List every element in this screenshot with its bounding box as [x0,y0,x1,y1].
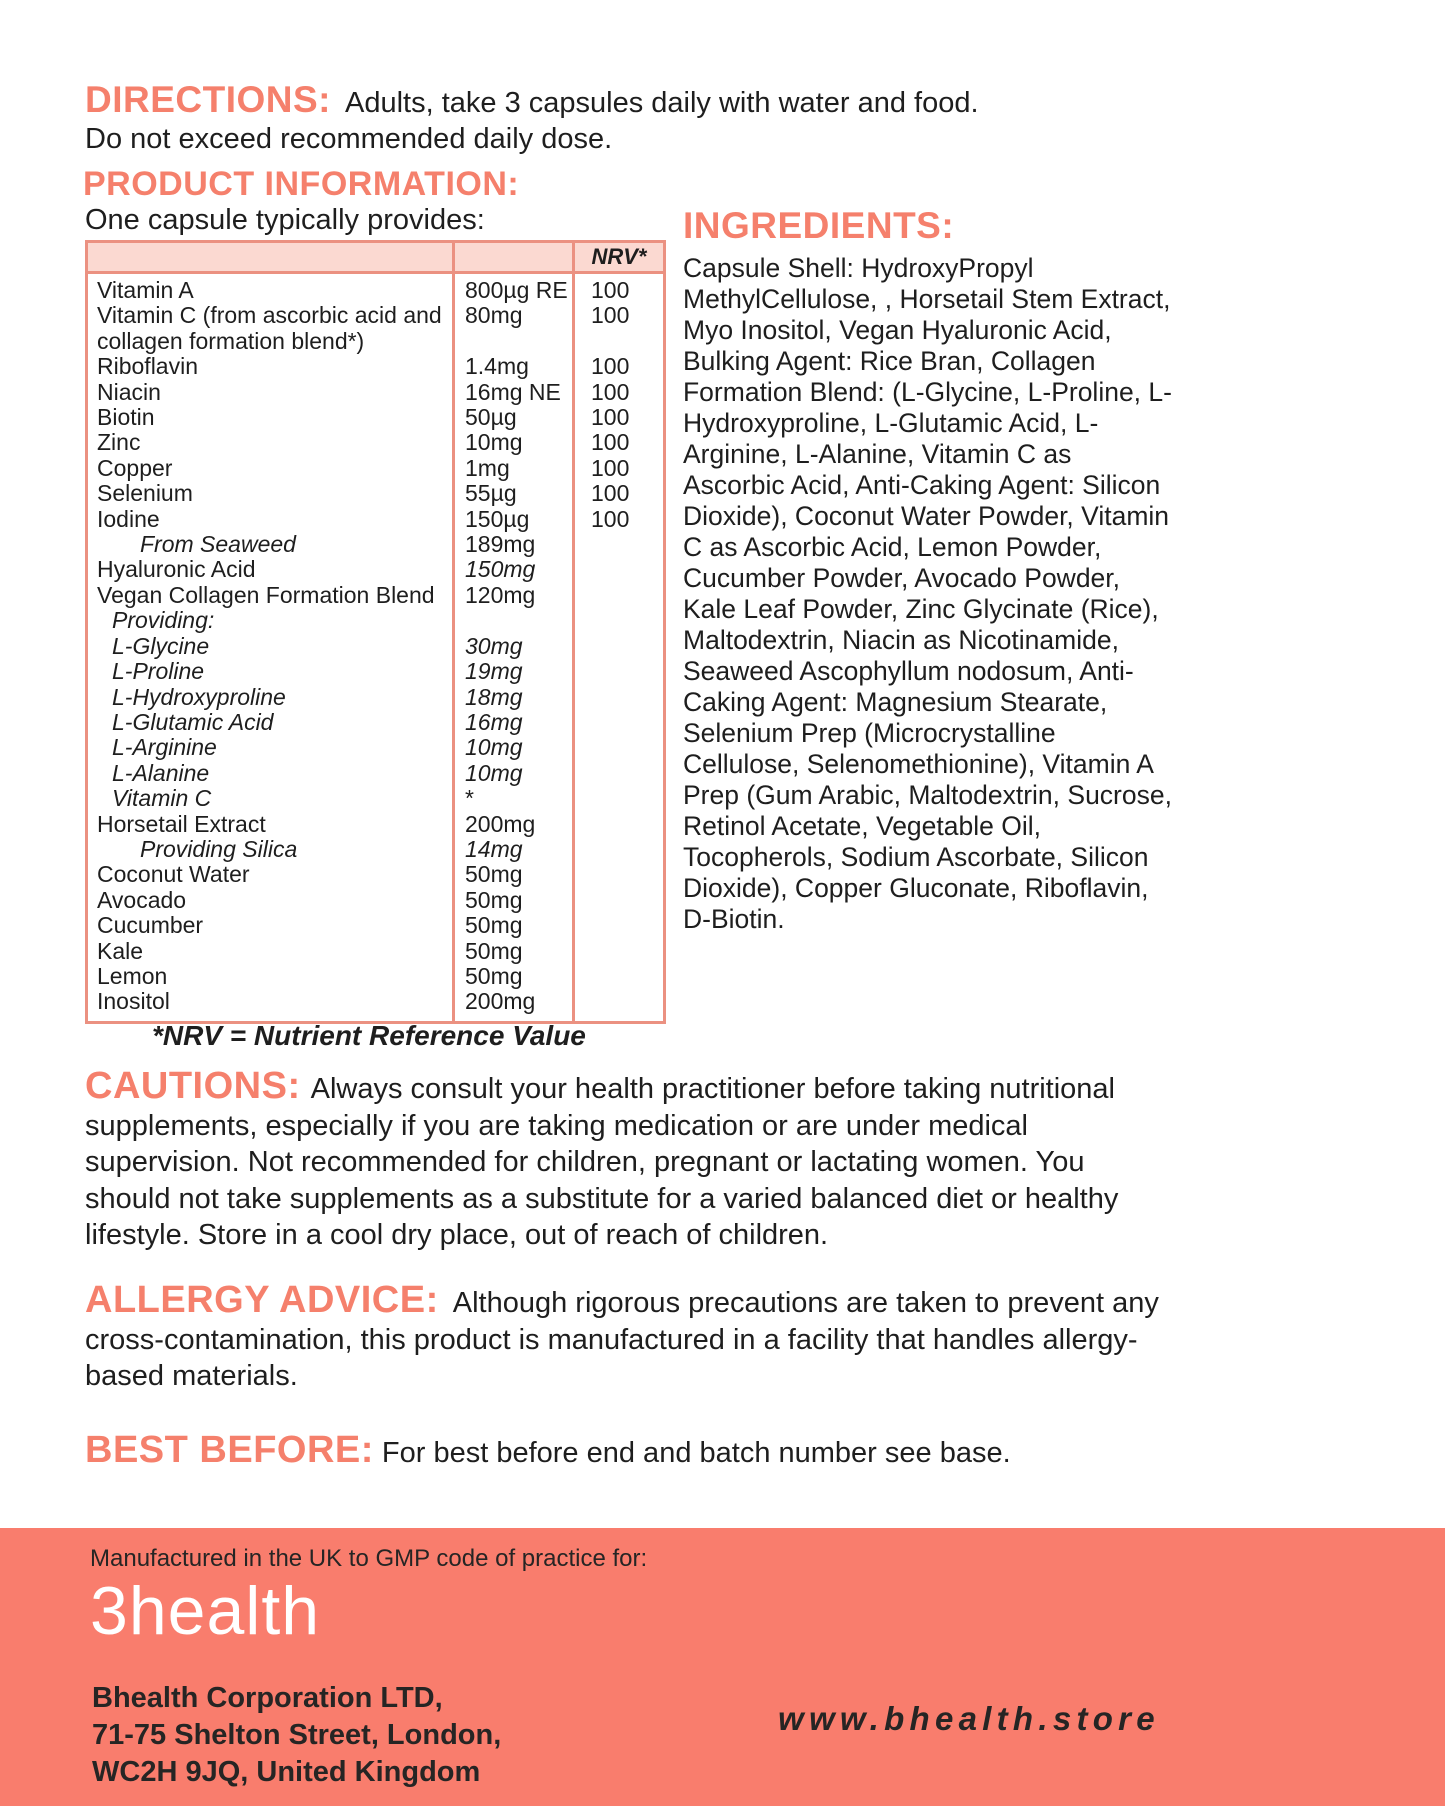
nutrient-name: Vegan Collagen Formation Blend [97,581,435,608]
nutrient-amount: 16mg NE [454,380,574,405]
nutrient-amount: 10mg [454,430,574,455]
nutrition-table-row [87,913,665,938]
address-line: 71-75 Shelton Street, London, [92,1719,502,1751]
nutrient-amount: 50mg [454,913,574,938]
nutrition-table-row [87,786,665,811]
nutrient-nrv [574,888,665,913]
nutrition-table-row [87,939,665,964]
nutrient-amount: 200mg [454,812,574,837]
allergy-text: Although rigorous precautions are taken to prevent any cross-contamination, this product is manufactured in a facility that handles allergy-based materials. [85,1287,1159,1392]
nutrient-amount: 19mg [454,659,574,684]
nutrition-table-row [87,989,665,1022]
footer-band [0,1528,1445,1806]
nutrient-nrv: 100 [574,456,665,481]
nutrition-table-body [87,273,665,1023]
product-information-heading: PRODUCT INFORMATION: [83,165,520,203]
nutrient-nrv: 100 [574,507,665,532]
nutrient-nrv [574,735,665,760]
nutrition-table-row [87,380,665,405]
nutrient-name: Kale [97,937,144,964]
nutrient-name: Copper [97,454,173,481]
nutrient-name: L-Proline [112,658,205,685]
nutrient-amount: 800µg RE [454,273,574,304]
nutrition-table-row [87,888,665,913]
nutrient-nrv: 100 [574,405,665,430]
nutrition-table-row [87,532,665,557]
nutrient-amount: 14mg [454,837,574,862]
best-before-text: For best before end and batch number see base. [381,1437,1011,1469]
cautions-text: Always consult your health practitioner before taking nutritional supplements, especially if you are taking medication or are under medical supervision. Not recommended for children, pregnant or lactating women. You should not take supplements as a substitute for a varied balanced diet or healthy lifestyle. Store in a cool dry place, out of reach of children. [85,1073,1119,1251]
nutrient-amount: 1mg [454,456,574,481]
nutrition-table-row [87,273,665,304]
nrv-footnote: *NRV = Nutrient Reference Value [152,1020,586,1051]
nutrient-amount: 50mg [454,862,574,887]
nutrient-name: Coconut Water [97,861,250,888]
nutrient-name: L-Glycine [112,632,210,659]
nutrient-nrv [574,913,665,938]
nutrient-amount: 55µg [454,481,574,506]
nutrient-name: Selenium [97,480,193,507]
address-line: WC2H 9JQ, United Kingdom [92,1756,481,1788]
nutrient-amount: 189mg [454,532,574,557]
nutrition-table-row [87,405,665,430]
nutrition-table [85,240,666,1024]
nutrient-nrv [574,710,665,735]
nutrient-name: Providing: [112,607,215,634]
ingredients-section [683,205,1175,935]
nutrient-name: Horsetail Extract [97,810,266,837]
nutrient-amount: 120mg [454,583,574,608]
nutrient-name: Iodine [97,505,160,532]
nutrient-amount: 200mg [454,989,574,1022]
ingredients-heading: INGREDIENTS: [683,205,955,246]
company-address [92,1680,501,1791]
nutrition-table-row [87,634,665,659]
nutrient-name: Cucumber [97,912,204,939]
nutrient-nrv: 100 [574,380,665,405]
nutrient-nrv [574,939,665,964]
nutrition-table-row [87,303,665,354]
nutrient-amount: 16mg [454,710,574,735]
nutrition-table-row [87,862,665,887]
nutrient-nrv [574,812,665,837]
nutrient-amount [454,608,574,633]
nutrient-column-header [87,242,454,273]
nutrient-name: Hyaluronic Acid [97,556,256,583]
website-url: www.bhealth.store [778,1700,1160,1737]
nutrient-nrv: 100 [574,273,665,304]
nutrition-table-row [87,507,665,532]
nrv-column-header: NRV* [574,242,665,273]
nutrition-table-row [87,430,665,455]
nutrient-name: L-Hydroxyproline [112,683,286,710]
nutrient-amount: 50mg [454,964,574,989]
manufactured-text: Manufactured in the UK to GMP code of practice for: [90,1545,648,1572]
nutrient-amount: * [454,786,574,811]
nutrient-name: Inositol [97,988,170,1015]
allergy-section [85,1279,1175,1395]
directions-text-1: Adults, take 3 capsules daily with water and food. [345,87,979,119]
best-before-heading: BEST BEFORE: [85,1429,374,1471]
nutrient-nrv: 100 [574,354,665,379]
nutrition-table-row [87,557,665,582]
nutrient-nrv [574,532,665,557]
nutrient-name: L-Arginine [112,734,217,761]
nutrient-nrv [574,964,665,989]
nutrition-table-row [87,608,665,633]
nutrition-table-row [87,761,665,786]
nutrient-amount: 80mg [454,303,574,354]
nutrient-name: Avocado [97,886,187,913]
address-line: Bhealth Corporation LTD, [92,1682,443,1714]
nutrient-name: Vitamin C [112,785,212,812]
nutrient-nrv: 100 [574,303,665,354]
nutrient-nrv [574,761,665,786]
nutrient-amount: 150µg [454,507,574,532]
nutrient-nrv [574,685,665,710]
cautions-section [85,1065,1175,1254]
nutrient-amount: 50mg [454,939,574,964]
nutrition-table-row [87,685,665,710]
nutrient-name: L-Glutamic Acid [112,708,274,735]
nutrient-nrv [574,634,665,659]
nutrient-name: Lemon [97,962,168,989]
nutrient-name: Providing Silica [140,835,298,862]
amount-column-header [454,242,574,273]
nutrient-amount: 18mg [454,685,574,710]
allergy-heading: ALLERGY ADVICE: [85,1279,439,1321]
ingredients-text: Capsule Shell: HydroxyPropyl MethylCellulose, , Horsetail Stem Extract, Myo Inositol, Vegan Hyaluronic Acid, Bulking Agent: Rice Bran, Collagen Formation Blend: (L-Glycine, L-Proline, L-Hydroxyproline, L-Glutamic Acid, L-Arginine, L-Alanine, Vitamin C as Ascorbic Acid, Anti-Caking Agent: Silicon Dioxide), Coconut Water Powder, Vitamin C as Ascorbic Acid, Lemon Powder, Cucumber Powder, Avocado Powder, Kale Leaf Powder, Zinc Glycinate (Rice), Maltodextrin, Niacin as Nicotinamide, Seaweed Ascophyllum nodosum, Anti-Caking Agent: Magnesium Stearate, Selenium Prep (Microcrystalline Cellulose, Selenomethionine), Vitamin A Prep (Gum Arabic, Maltodextrin, Sucrose, Retinol Acetate, Vegetable Oil, Tocopherols, Sodium Ascorbate, Silicon Dioxide), Copper Gluconate, Riboflavin, D-Biotin. [683,253,1172,934]
nutrient-amount: 50µg [454,405,574,430]
directions-section [85,79,1165,157]
nutrition-table-row [87,812,665,837]
nutrient-nrv [574,557,665,582]
nutrient-amount: 10mg [454,761,574,786]
nutrient-nrv: 100 [574,481,665,506]
nutrient-nrv [574,608,665,633]
nutrient-name: From Seaweed [140,531,296,558]
nutrient-name: Niacin [97,378,161,405]
nutrition-table-row [87,481,665,506]
nutrition-table-row [87,659,665,684]
bhealth-logo: 3health [90,1573,321,1649]
nutrient-amount: 30mg [454,634,574,659]
best-before-section [85,1429,1285,1471]
nutrient-amount: 1.4mg [454,354,574,379]
nutrient-name: L-Alanine [112,759,210,786]
nutrient-amount: 10mg [454,735,574,760]
nutrient-name: Riboflavin [97,353,198,380]
directions-line1 [85,79,1165,121]
nutrient-name: Zinc [97,429,141,456]
nutrition-table-row [87,710,665,735]
directions-heading: DIRECTIONS: [85,79,331,120]
nutrition-table-row [87,583,665,608]
nutrient-nrv: 100 [574,430,665,455]
nutrient-name: Vitamin C (from ascorbic acid and collagen formation blend*) [97,302,442,354]
directions-text-2: Do not exceed recommended daily dose. [85,123,613,155]
nutrition-table-header-row [87,242,665,273]
nutrient-nrv [574,837,665,862]
nutrition-table-row [87,837,665,862]
nutrient-amount: 50mg [454,888,574,913]
nutrient-name: Vitamin A [97,277,194,303]
nutrition-table-row [87,354,665,379]
nutrient-nrv [574,862,665,887]
nutrient-name: Biotin [97,404,155,431]
nutrient-nrv [574,659,665,684]
product-information-subtitle: One capsule typically provides: [85,204,485,236]
cautions-heading: CAUTIONS: [85,1065,301,1107]
nutrient-amount: 150mg [454,557,574,582]
nutrition-table-row [87,456,665,481]
nutrient-nrv [574,583,665,608]
nutrition-table-row [87,964,665,989]
nutrition-table-row [87,735,665,760]
nutrient-nrv [574,786,665,811]
nutrient-nrv [574,989,665,1022]
